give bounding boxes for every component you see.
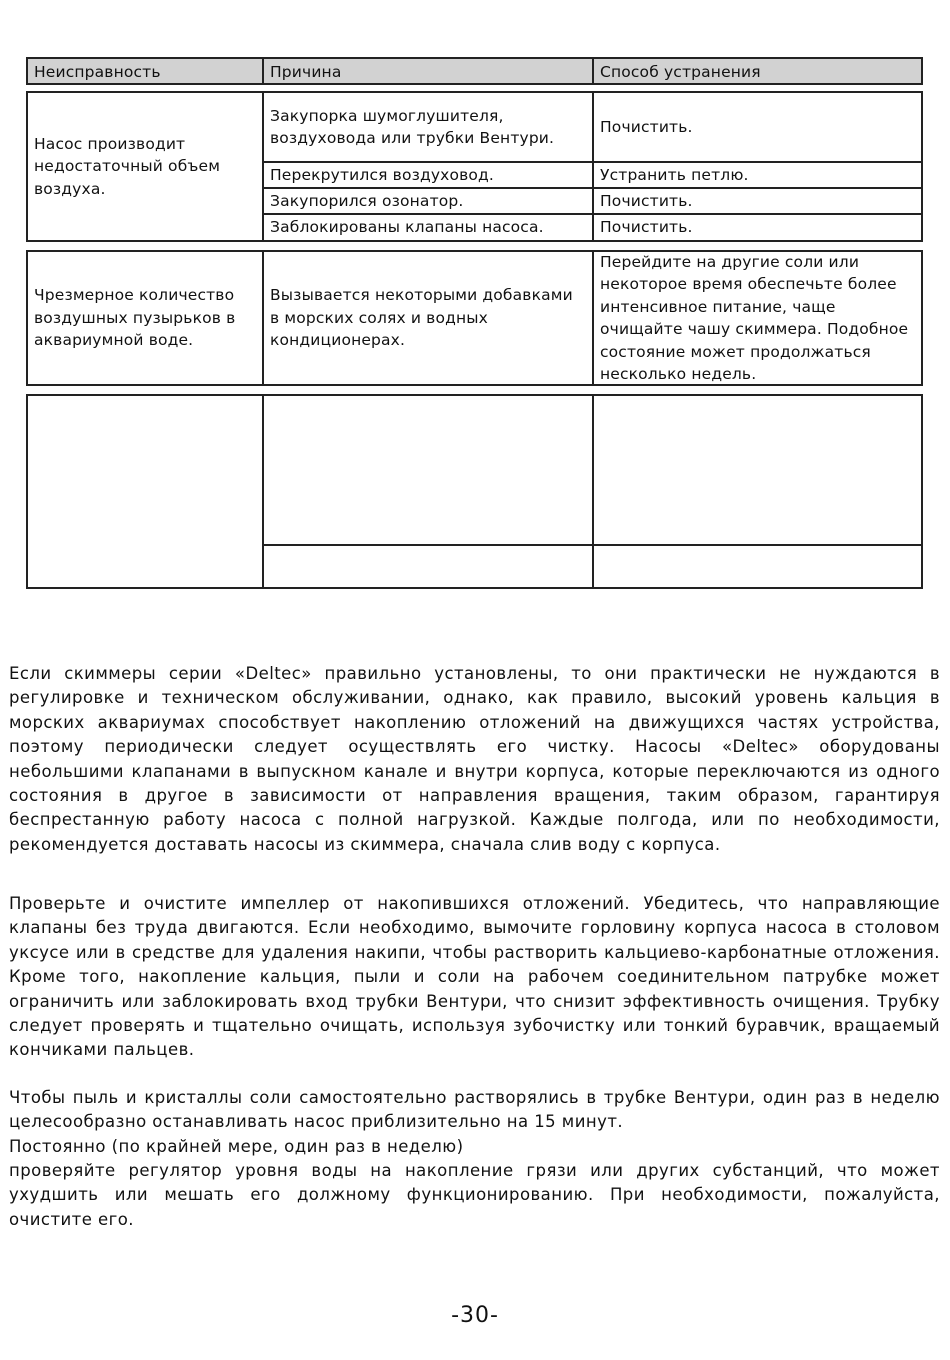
cause-cell: Закупорился озонатор. xyxy=(270,191,464,210)
problem-cell: Чрезмерное количество воздушных пузырьков в аквариумной воде. xyxy=(34,286,236,350)
remedy-cell: Перейдите на другие соли или некоторое время обеспечьте более интенсивное питание, чаще очищайте чашу скиммера. Подобное состояние может продолжаться несколько недель. xyxy=(600,252,909,383)
table-block-1 xyxy=(26,91,923,242)
cause-cell: Закупорка шумоглушителя, воздуховода или трубки Вентури. xyxy=(270,106,555,147)
cause-cell: Вызывается некоторыми добавками в морских солях и водных кондиционерах. xyxy=(270,286,573,350)
problem-cell: Насос производит недостаточный объем воздуха. xyxy=(34,134,221,198)
header-cause: Причина xyxy=(270,63,342,82)
remedy-cell: Почистить. xyxy=(600,191,693,210)
paragraph-cleaning: Проверьте и очистите импеллер от накопившихся отложений. Убедитесь, что направляющие клапаны без труда двигаются. Если необходимо, вымочите горловину корпуса насоса в столовом уксусе или в средстве для удаления накипи, чтобы растворить кальциево-карбонатные отложения. Кроме того, накопление кальция, пыли и соли на рабочем соединительном патрубке может ограничить или заблокировать вход трубки Вентури, что снизит эффективность очищения. Трубку следует проверять и тщательно очищать, используя зубочистку или тонкий буравчик, вращаемый кончиками пальцев. xyxy=(9,894,940,1060)
paragraph-maintenance: Если скиммеры серии «Deltec» правильно установлены, то они практически не нуждаются в регулировке и техническом обслуживании, однако, как правило, высокий уровень кальция в морских аквариумах способствует накоплению отложений на движущихся частях устройства, поэтому периодически следует осуществлять его чистку. Насосы «Deltec» оборудованы небольшими клапанами в выпускном канале и внутри корпуса, которые переключаются из одного состояния в другое в зависимости от направления вращения, таким образом, гарантируя беспрестанную работу насоса с полной нагрузкой. Каждые полгода, или по необходимости, рекомендуется доставать насосы из скиммера, сначала слив воду с корпуса. xyxy=(9,664,940,854)
cause-cell: Перекрутился воздуховод. xyxy=(270,165,494,184)
table-header xyxy=(26,57,923,85)
table-block-2 xyxy=(26,250,923,386)
header-problem: Неисправность xyxy=(34,63,161,82)
remedy-cell: Почистить. xyxy=(600,218,693,237)
paragraph-regulator: проверяйте регулятор уровня воды на накопление грязи или других субстанций, что может ухудшить или мешать его должному функционированию. При необходимости, пожалуйста, очистите его. xyxy=(9,1161,940,1229)
paragraph-venturi: Чтобы пыль и кристаллы соли самостоятельно растворялись в трубке Вентури, один раз в неделю целесообразно останавливать насос приблизительно на 15 минут. xyxy=(9,1088,940,1132)
cause-cell: Заблокированы клапаны насоса. xyxy=(270,218,544,237)
remedy-cell: Почистить. xyxy=(600,117,693,136)
table-block-3-empty xyxy=(26,394,923,589)
header-remedy: Способ устранения xyxy=(600,63,761,82)
page-number: -30- xyxy=(451,1303,499,1328)
remedy-cell: Устранить петлю. xyxy=(600,165,749,184)
paragraph-regulator-lead: Постоянно (по крайней мере, один раз в неделю) xyxy=(9,1137,464,1156)
